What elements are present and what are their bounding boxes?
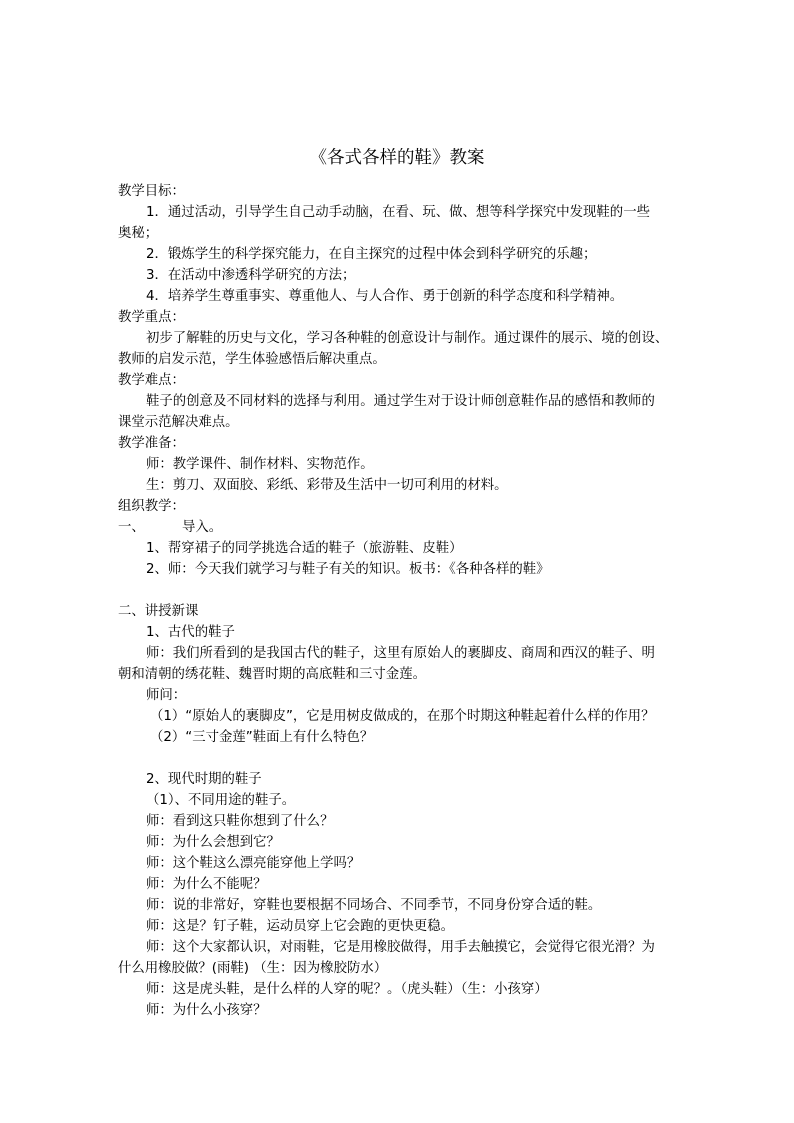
paragraph-line: 奥秘； (118, 226, 159, 241)
paragraph-line: 2、师：今天我们就学习与鞋子有关的知识。板书：《各种各样的鞋》 (146, 562, 550, 577)
document-title: 《各式各样的鞋》教案 (309, 148, 485, 168)
paragraph-line: 1、帮穿裙子的同学挑选合适的鞋子（旅游鞋、皮鞋） (146, 541, 463, 556)
paragraph-line: 师：为什么不能呢？ (146, 877, 267, 892)
paragraph-line: 1、古代的鞋子 (146, 625, 235, 640)
paragraph-line: 1．通过活动，引导学生自己动手动脑，在看、玩、做、想等科学探究中发现鞋的一些 (146, 205, 650, 220)
paragraph-line: 师问： (146, 688, 187, 703)
paragraph-line: 师：这是？钉子鞋，运动员穿上它会跑的更快更稳。 (146, 919, 454, 934)
paragraph-line: 师：为什么会想到它？ (146, 835, 280, 850)
paragraph-line: 初步了解鞋的历史与文化，学习各种鞋的创意设计与制作。通过课件的展示、境的创设、 (146, 331, 669, 346)
paragraph-line: 2、现代时期的鞋子 (146, 772, 262, 787)
paragraph-line: 师：教学课件、制作材料、实物范作。 (146, 457, 374, 472)
section-label: 导入。 (182, 520, 223, 535)
paragraph-line: 师：为什么小孩穿？ (146, 1003, 267, 1018)
paragraph-line: 生：剪刀、双面胶、彩纸、彩带及生活中一切可利用的材料。 (146, 478, 508, 493)
paragraph-line: 师：这个大家都认识，对雨鞋，它是用橡胶做得，用手去触摸它，会觉得它很光滑？为 (146, 940, 655, 955)
section-heading: 组织教学： (118, 499, 185, 514)
section-number: 一、 (118, 520, 145, 535)
section-heading: 教学目标： (118, 184, 185, 199)
paragraph-line: 朝和清朝的绣花鞋、魏晋时期的高底鞋和三寸金莲。 (118, 667, 426, 682)
paragraph-line: 师：看到这只鞋你想到了什么？ (146, 814, 334, 829)
paragraph-line: 师：我们所看到的是我国古代的鞋子，这里有原始人的裹脚皮、商周和西汉的鞋子、明 (146, 646, 655, 661)
section-heading: 教学准备： (118, 436, 185, 451)
paragraph-line: 3．在活动中渗透科学研究的方法； (146, 268, 356, 283)
section-heading: 教学难点： (118, 373, 185, 388)
paragraph-line: 师：这是虎头鞋，是什么样的人穿的呢？。（虎头鞋）（生：小孩穿） (146, 982, 548, 997)
section-heading: 二、讲授新课 (118, 604, 199, 619)
paragraph-line: （1）“原始人的裹脚皮”，它是用树皮做成的，在那个时期这种鞋起着什么样的作用？ (150, 709, 655, 724)
paragraph-line: 4．培养学生尊重事实、尊重他人、与人合作、勇于创新的科学态度和科学精神。 (146, 289, 624, 304)
paragraph-line: （1）、不同用途的鞋子。 (146, 793, 296, 808)
section-heading: 教学重点： (118, 310, 185, 325)
paragraph-line: 师：说的非常好，穿鞋也要根据不同场合、不同季节，不同身份穿合适的鞋。 (146, 898, 602, 913)
paragraph-line: （2）“三寸金莲”鞋面上有什么特色？ (150, 730, 374, 745)
paragraph-line: 什么用橡胶做？(雨鞋) （生：因为橡胶防水） (118, 961, 388, 976)
paragraph-line: 课堂示范解决难点。 (118, 415, 239, 430)
paragraph-line: 教师的启发示范，学生体验感悟后解决重点。 (118, 352, 386, 367)
paragraph-line: 2．锻炼学生的科学探究能力，在自主探究的过程中体会到科学研究的乐趣； (146, 247, 597, 262)
paragraph-line: 鞋子的创意及不同材料的选择与利用。通过学生对于设计师创意鞋作品的感悟和教师的 (146, 394, 655, 409)
paragraph-line: 师：这个鞋这么漂亮能穿他上学吗？ (146, 856, 361, 871)
